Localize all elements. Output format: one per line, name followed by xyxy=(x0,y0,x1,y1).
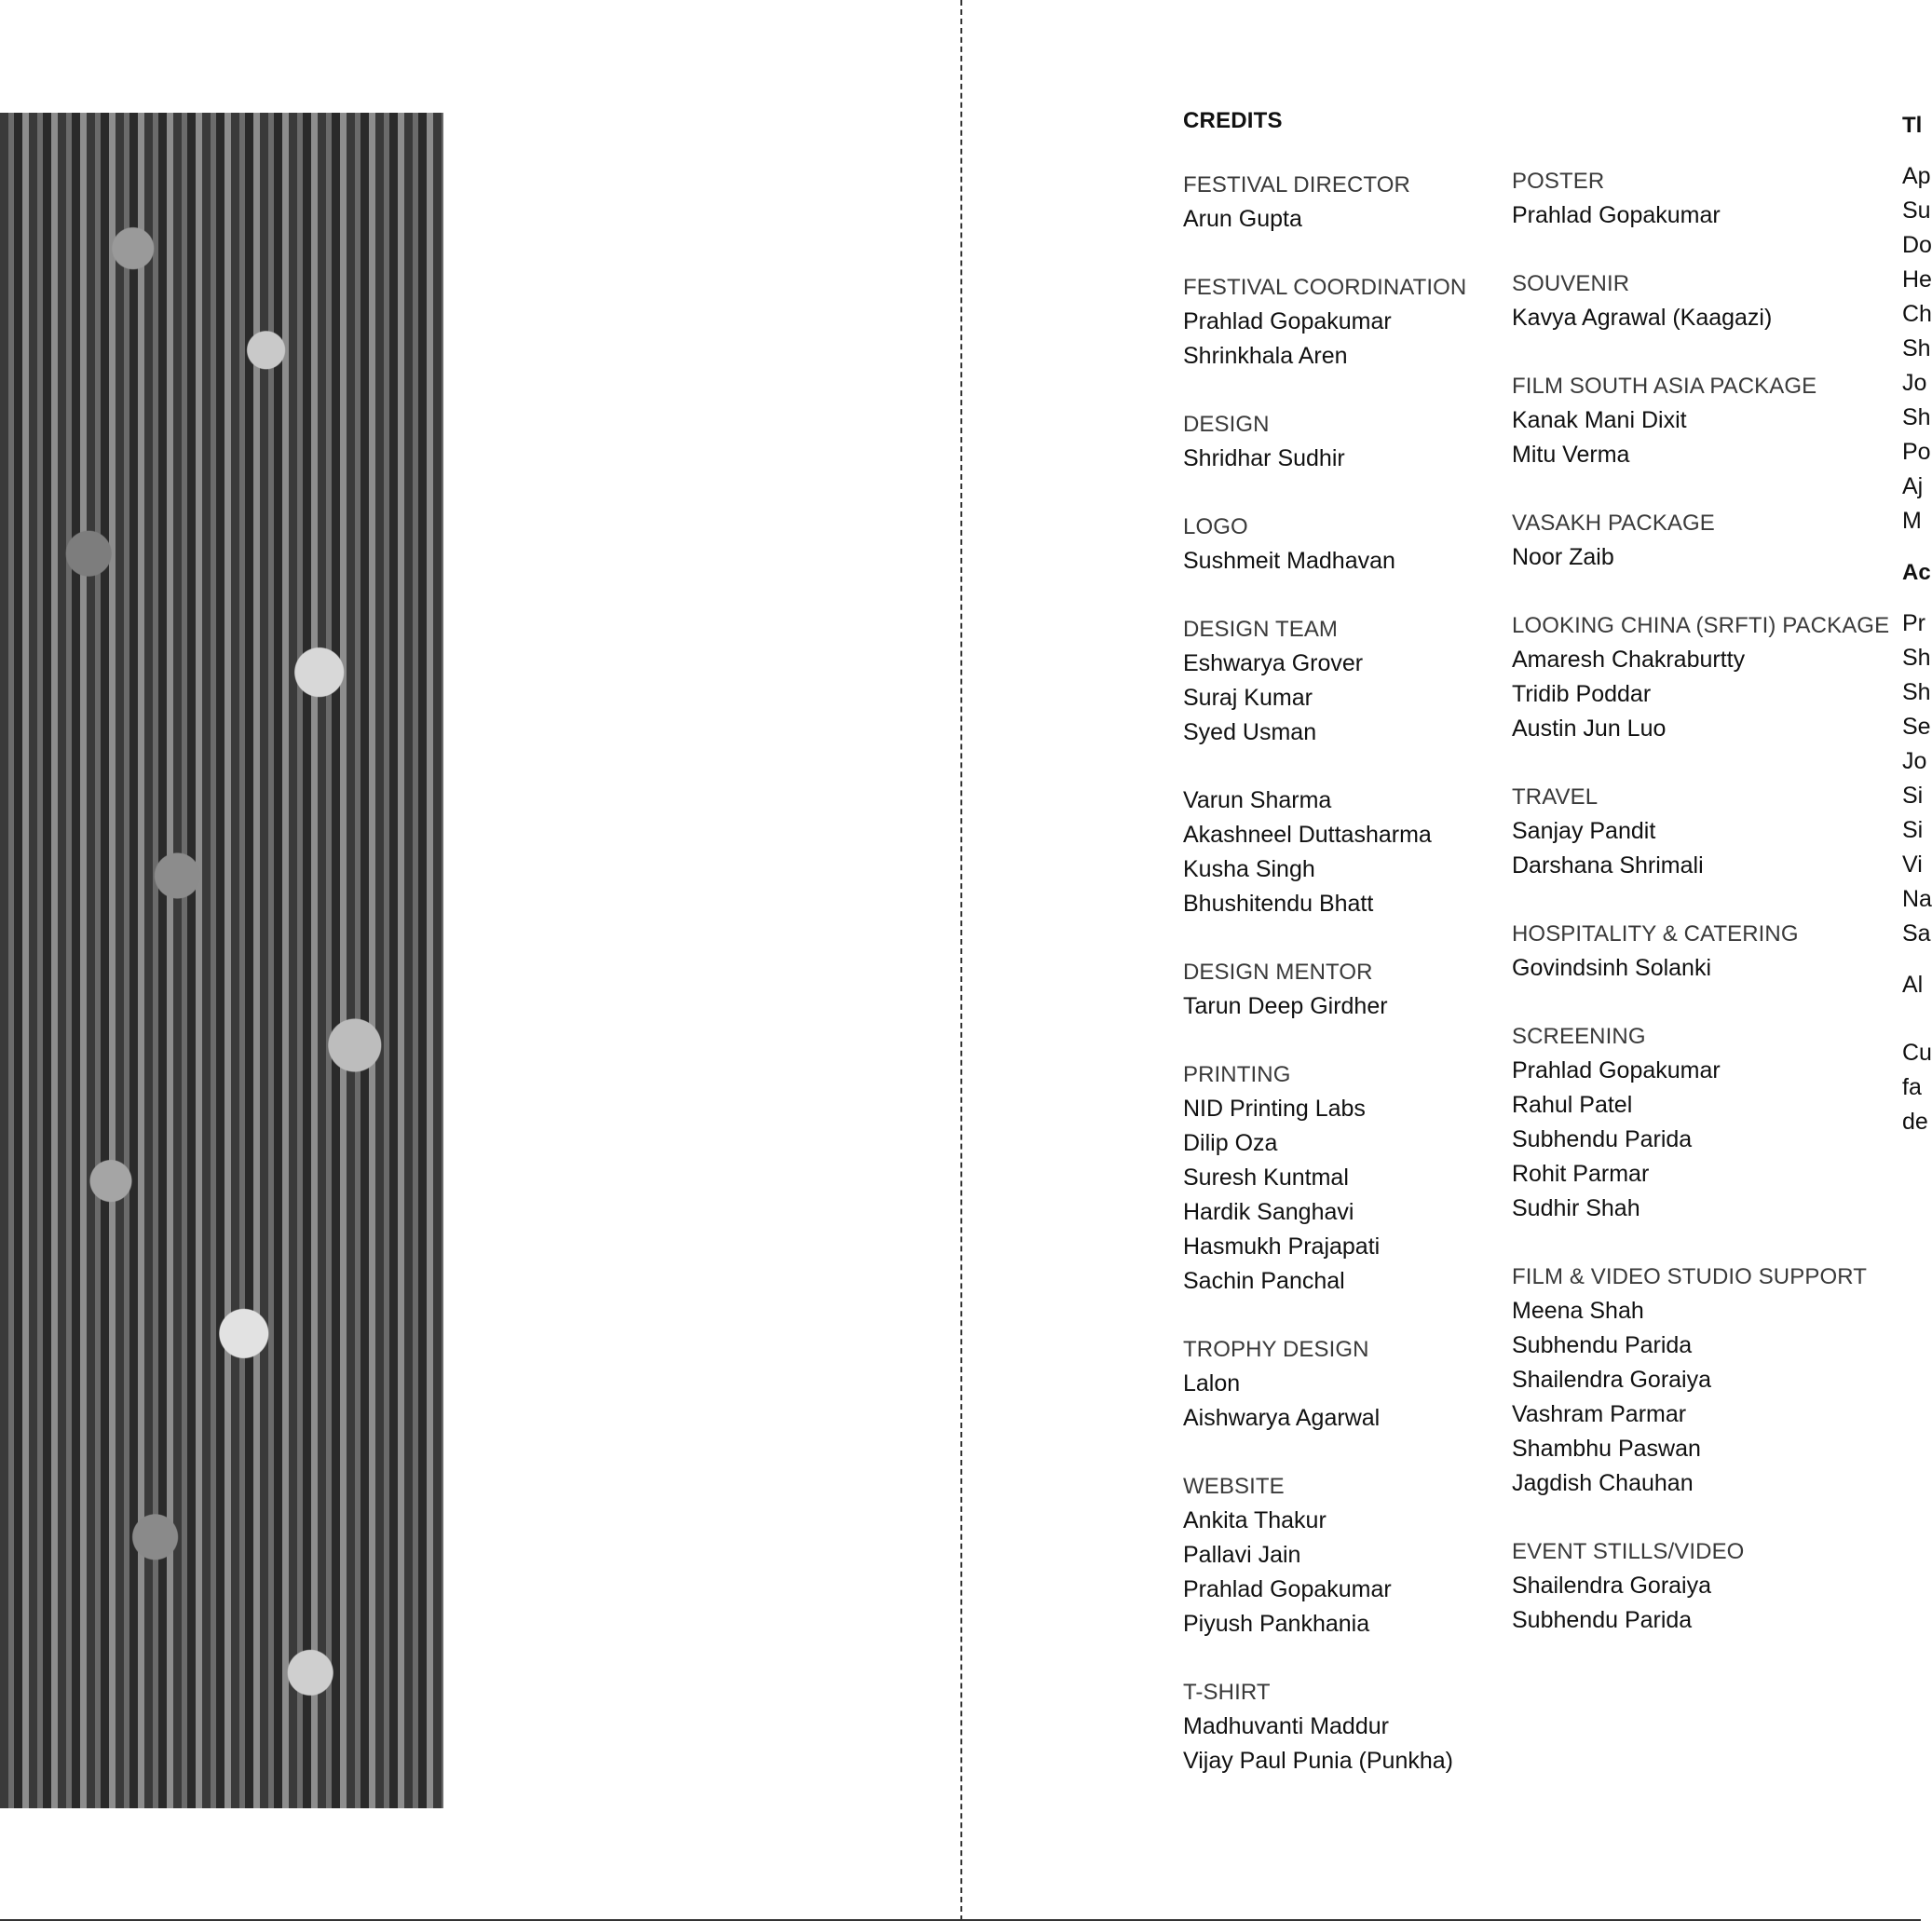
credit-section xyxy=(1183,955,1466,1024)
credit-heading: WEBSITE xyxy=(1183,1474,1285,1499)
credit-heading: TRAVEL xyxy=(1512,784,1599,810)
credit-name: Dilip Oza xyxy=(1183,1130,1278,1156)
credit-name: Subhendu Parida xyxy=(1512,1332,1693,1358)
credit-heading: VASAKH PACKAGE xyxy=(1512,511,1715,536)
column3-fragment: Do xyxy=(1902,232,1932,258)
column3-fragment: Po xyxy=(1902,439,1931,465)
column3-lines-d xyxy=(1902,1036,1932,1139)
column3-fragment: Jo xyxy=(1902,748,1927,774)
column3-fragment: Na xyxy=(1902,886,1932,912)
credit-heading: FESTIVAL COORDINATION xyxy=(1183,275,1467,300)
column3-lines-a xyxy=(1902,159,1932,538)
credit-name: Vijay Paul Punia (Punkha) xyxy=(1183,1748,1453,1774)
credit-heading: DESIGN TEAM xyxy=(1183,617,1339,642)
credit-section xyxy=(1512,1019,1889,1226)
credit-section xyxy=(1183,1057,1466,1299)
credit-name: Sachin Panchal xyxy=(1183,1268,1345,1294)
column3-fragment: Sh xyxy=(1902,404,1931,430)
credit-name: Arun Gupta xyxy=(1183,206,1302,232)
credit-name: Sudhir Shah xyxy=(1512,1195,1640,1221)
credit-name: Hasmukh Prajapati xyxy=(1183,1233,1381,1260)
column3-fragment: Si xyxy=(1902,783,1924,809)
credit-heading: DESIGN xyxy=(1183,412,1270,437)
credit-name: Shridhar Sudhir xyxy=(1183,445,1345,471)
credit-section xyxy=(1183,270,1466,374)
credit-section xyxy=(1512,917,1889,986)
credit-heading: SCREENING xyxy=(1512,1024,1646,1049)
column3-fragment: Ap xyxy=(1902,163,1931,189)
credit-name: Ankita Thakur xyxy=(1183,1507,1327,1533)
credit-heading: FILM SOUTH ASIA PACKAGE xyxy=(1512,374,1817,399)
credit-heading: FILM & VIDEO STUDIO SUPPORT xyxy=(1512,1264,1867,1289)
credit-name: Bhushitendu Bhatt xyxy=(1183,891,1374,917)
credit-name: Hardik Sanghavi xyxy=(1183,1199,1354,1225)
credit-name: Shailendra Goraiya xyxy=(1512,1573,1712,1599)
column3-line-c: Al xyxy=(1902,972,1924,998)
credit-section xyxy=(1183,1675,1466,1778)
credit-name: Kusha Singh xyxy=(1183,856,1315,882)
credits-column-3-partial xyxy=(1902,108,1932,1139)
column3-fragment: fa xyxy=(1902,1074,1922,1100)
credit-name: Meena Shah xyxy=(1512,1298,1644,1324)
credit-heading: HOSPITALITY & CATERING xyxy=(1512,921,1799,947)
credit-name: Shailendra Goraiya xyxy=(1512,1367,1712,1393)
credit-name: Austin Jun Luo xyxy=(1512,715,1667,742)
credit-name: Piyush Pankhania xyxy=(1183,1611,1370,1637)
credit-name: Akashneel Duttasharma xyxy=(1183,822,1432,848)
column3-fragment: de xyxy=(1902,1109,1928,1135)
credit-name: Noor Zaib xyxy=(1512,544,1614,570)
credit-section xyxy=(1183,407,1466,476)
credit-name: Kavya Agrawal (Kaagazi) xyxy=(1512,305,1773,331)
credit-name: Vashram Parmar xyxy=(1512,1401,1687,1427)
column3-fragment: Pr xyxy=(1902,610,1925,636)
column3-fragment: Si xyxy=(1902,817,1924,843)
column3-fragment: He xyxy=(1902,266,1932,293)
column3-fragment: Vi xyxy=(1902,852,1923,878)
credit-name: Prahlad Gopakumar xyxy=(1183,308,1392,334)
group-photo xyxy=(0,113,443,1808)
credit-name: Suresh Kuntmal xyxy=(1183,1165,1349,1191)
credit-name: Madhuvanti Maddur xyxy=(1183,1713,1389,1739)
credit-name: Subhendu Parida xyxy=(1512,1607,1693,1633)
column3-fragment: Sh xyxy=(1902,679,1931,705)
credit-name: Prahlad Gopakumar xyxy=(1183,1576,1392,1602)
column3-fragment: Sa xyxy=(1902,920,1931,947)
credit-section xyxy=(1512,266,1889,335)
credit-heading: T-SHIRT xyxy=(1183,1680,1271,1705)
credit-name: Suraj Kumar xyxy=(1183,685,1313,711)
credit-section xyxy=(1512,1534,1889,1638)
column3-fragment: Sh xyxy=(1902,645,1931,671)
credit-name: Prahlad Gopakumar xyxy=(1512,1057,1721,1083)
credit-section xyxy=(1512,780,1889,883)
credit-name: Varun Sharma xyxy=(1183,787,1332,813)
credit-heading: DESIGN MENTOR xyxy=(1183,960,1373,985)
credit-name: Amaresh Chakraburtty xyxy=(1512,647,1746,673)
credit-name: Kanak Mani Dixit xyxy=(1512,407,1687,433)
credit-name: Rahul Patel xyxy=(1512,1092,1633,1118)
credit-section xyxy=(1183,1332,1466,1436)
credit-heading: TROPHY DESIGN xyxy=(1183,1337,1369,1362)
credit-section xyxy=(1183,783,1466,921)
credit-section xyxy=(1183,612,1466,750)
credit-section xyxy=(1512,506,1889,575)
credit-name: Prahlad Gopakumar xyxy=(1512,202,1721,228)
column3-heading: Tl xyxy=(1902,113,1923,138)
credit-section xyxy=(1183,510,1466,579)
credit-section xyxy=(1512,164,1889,233)
column3-fragment: Sh xyxy=(1902,335,1931,361)
credit-name: Aishwarya Agarwal xyxy=(1183,1405,1381,1431)
credit-section xyxy=(1512,608,1889,746)
credit-heading: EVENT STILLS/VIDEO xyxy=(1512,1539,1745,1564)
credit-heading: LOGO xyxy=(1183,514,1248,539)
credit-name: Lalon xyxy=(1183,1370,1241,1396)
column3-fragment: Aj xyxy=(1902,473,1924,499)
credit-name: Shambhu Paswan xyxy=(1512,1436,1701,1462)
column3-heading-b: Ac xyxy=(1902,560,1931,585)
credit-name: Tarun Deep Girdher xyxy=(1183,993,1388,1019)
column3-lines-b xyxy=(1902,606,1932,951)
credit-name: Shrinkhala Aren xyxy=(1183,343,1348,369)
credit-heading: LOOKING CHINA (SRFTI) PACKAGE xyxy=(1512,613,1890,638)
credit-heading: SOUVENIR xyxy=(1512,271,1630,296)
credit-section xyxy=(1183,1469,1466,1642)
fold-divider xyxy=(960,0,962,1921)
credit-name: Eshwarya Grover xyxy=(1183,650,1364,676)
credit-heading: FESTIVAL DIRECTOR xyxy=(1183,172,1410,198)
credit-name: Jagdish Chauhan xyxy=(1512,1470,1694,1496)
credit-name: Pallavi Jain xyxy=(1183,1542,1301,1568)
column3-fragment: Cu xyxy=(1902,1040,1932,1066)
credit-section xyxy=(1512,369,1889,472)
credit-heading: POSTER xyxy=(1512,169,1605,194)
credit-name: Sushmeit Madhavan xyxy=(1183,548,1395,574)
credit-section xyxy=(1512,1260,1889,1501)
credit-section xyxy=(1183,168,1466,237)
column3-fragment: Su xyxy=(1902,198,1931,224)
credits-column-2 xyxy=(1512,164,1889,1671)
credit-name: Sanjay Pandit xyxy=(1512,818,1656,844)
credit-name: Tridib Poddar xyxy=(1512,681,1652,707)
credit-name: Rohit Parmar xyxy=(1512,1161,1650,1187)
credit-name: Mitu Verma xyxy=(1512,442,1630,468)
credits-column-1 xyxy=(1183,168,1466,1812)
column3-fragment: Se xyxy=(1902,714,1931,740)
column3-fragment: Ch xyxy=(1902,301,1932,327)
credit-name: Govindsinh Solanki xyxy=(1512,955,1712,981)
credits-title: CREDITS xyxy=(1183,108,1283,133)
credit-name: Darshana Shrimali xyxy=(1512,852,1704,879)
credit-heading: PRINTING xyxy=(1183,1062,1291,1087)
credit-name: Subhendu Parida xyxy=(1512,1126,1693,1152)
credit-name: Syed Usman xyxy=(1183,719,1317,745)
column3-fragment: M xyxy=(1902,508,1922,534)
column3-fragment: Jo xyxy=(1902,370,1927,396)
credit-name: NID Printing Labs xyxy=(1183,1096,1366,1122)
